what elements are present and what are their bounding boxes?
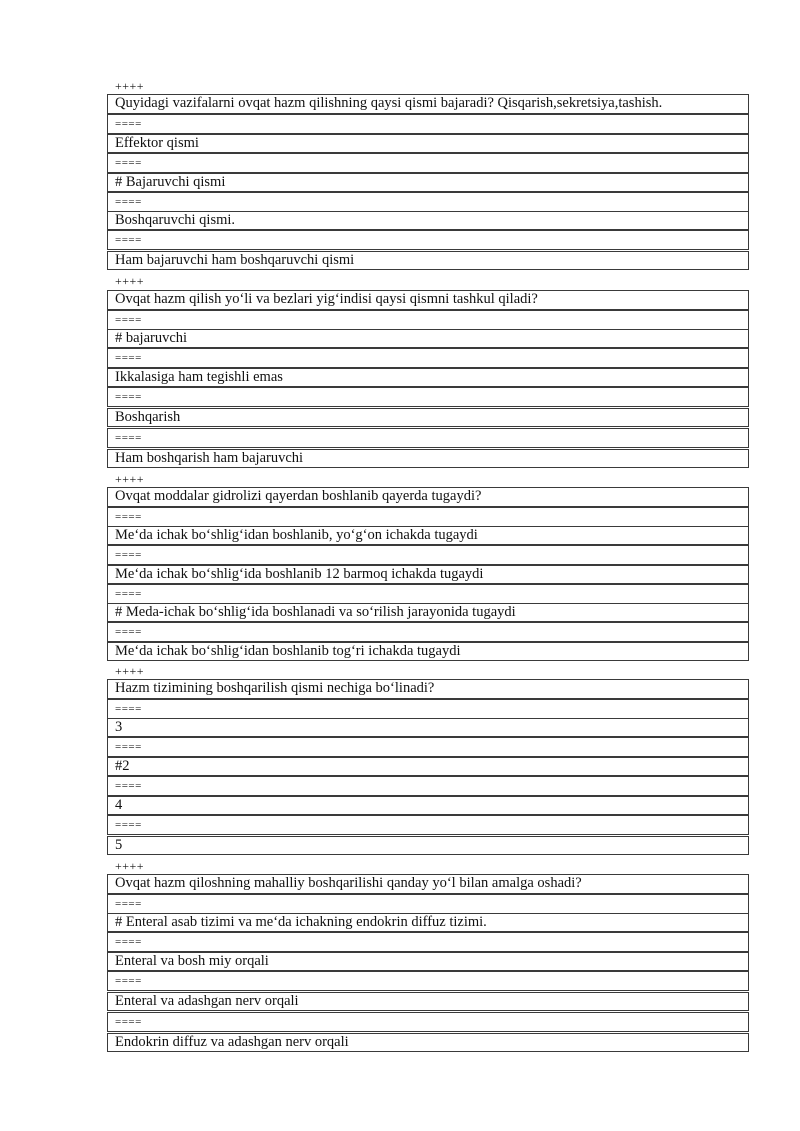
answer-option: Me‘da ichak bo‘shlig‘idan boshlanib, yo‘g‘on ichakda tugaydi — [107, 526, 749, 545]
option-separator: ==== — [107, 192, 749, 212]
answer-option: Boshqaruvchi qismi. — [107, 211, 749, 230]
option-separator: ==== — [107, 428, 749, 448]
question-marker: ++++ — [115, 79, 145, 93]
option-separator: ==== — [107, 153, 749, 173]
option-separator: ==== — [107, 545, 749, 565]
option-separator: ==== — [107, 699, 749, 719]
option-separator: ==== — [107, 1012, 749, 1032]
answer-option: Ham bajaruvchi ham boshqaruvchi qismi — [107, 251, 749, 270]
question-marker: ++++ — [115, 664, 145, 678]
option-separator: ==== — [107, 776, 749, 796]
question-text: Ovqat hazm qiloshning mahalliy boshqarilishi qanday yo‘l bilan amalga oshadi? — [107, 874, 749, 894]
answer-option: 3 — [107, 718, 749, 737]
option-separator: ==== — [107, 737, 749, 757]
answer-option: Ham boshqarish ham bajaruvchi — [107, 449, 749, 468]
option-separator: ==== — [107, 622, 749, 642]
question-text: Ovqat moddalar gidrolizi qayerdan boshlanib qayerda tugaydi? — [107, 487, 749, 507]
option-separator: ==== — [107, 932, 749, 952]
question-text: Quyidagi vazifalarni ovqat hazm qilishning qaysi qismi bajaradi? Qisqarish,sekretsiya,tashish. — [107, 94, 749, 114]
answer-option: Me‘da ichak bo‘shlig‘idan boshlanib tog‘ri ichakda tugaydi — [107, 642, 749, 661]
answer-option: Me‘da ichak bo‘shlig‘ida boshlanib 12 barmoq ichakda tugaydi — [107, 565, 749, 584]
answer-option: Enteral va bosh miy orqali — [107, 952, 749, 971]
answer-option: Endokrin diffuz va adashgan nerv orqali — [107, 1033, 749, 1052]
option-separator: ==== — [107, 387, 749, 407]
answer-option: # bajaruvchi — [107, 329, 749, 348]
option-separator: ==== — [107, 114, 749, 134]
option-separator: ==== — [107, 348, 749, 368]
answer-option: Boshqarish — [107, 408, 749, 427]
answer-option: Ikkalasiga ham tegishli emas — [107, 368, 749, 387]
question-marker: ++++ — [115, 274, 145, 288]
answer-option: 4 — [107, 796, 749, 815]
option-separator: ==== — [107, 815, 749, 835]
option-separator: ==== — [107, 230, 749, 250]
question-text: Hazm tizimining boshqarilish qismi nechiga bo‘linadi? — [107, 679, 749, 699]
answer-option: # Enteral asab tizimi va me‘da ichakning endokrin diffuz tizimi. — [107, 913, 749, 932]
option-separator: ==== — [107, 894, 749, 914]
answer-option: 5 — [107, 836, 749, 855]
question-marker: ++++ — [115, 472, 145, 486]
question-marker: ++++ — [115, 859, 145, 873]
option-separator: ==== — [107, 310, 749, 330]
question-text: Ovqat hazm qilish yo‘li va bezlari yig‘indisi qaysi qismni tashkul qiladi? — [107, 290, 749, 310]
answer-option: #2 — [107, 757, 749, 776]
answer-option: # Meda-ichak bo‘shlig‘ida boshlanadi va so‘rilish jarayonida tugaydi — [107, 603, 749, 622]
answer-option: # Bajaruvchi qismi — [107, 173, 749, 192]
option-separator: ==== — [107, 971, 749, 991]
answer-option: Effektor qismi — [107, 134, 749, 153]
option-separator: ==== — [107, 507, 749, 527]
option-separator: ==== — [107, 584, 749, 604]
answer-option: Enteral va adashgan nerv orqali — [107, 992, 749, 1011]
